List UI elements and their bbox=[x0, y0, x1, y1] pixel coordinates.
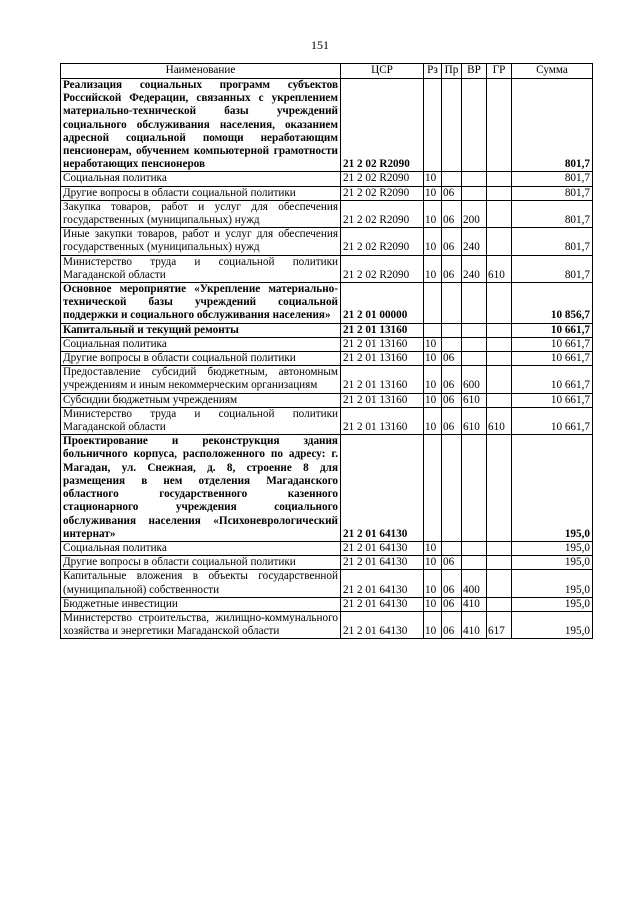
row-pr: 06 bbox=[442, 200, 462, 227]
row-rz: 10 bbox=[424, 366, 442, 393]
row-rz: 10 bbox=[424, 228, 442, 255]
table-row bbox=[61, 186, 593, 200]
row-vr: 400 bbox=[462, 570, 487, 597]
row-rz bbox=[424, 323, 442, 337]
row-csr: 21 2 01 13160 bbox=[341, 323, 424, 337]
table-row bbox=[61, 435, 593, 542]
row-rz: 10 bbox=[424, 352, 442, 366]
row-rz: 10 bbox=[424, 337, 442, 351]
table-row bbox=[61, 407, 593, 434]
row-pr: 06 bbox=[442, 366, 462, 393]
row-sum: 10 661,7 bbox=[512, 366, 593, 393]
table-row bbox=[61, 337, 593, 351]
row-vr bbox=[462, 323, 487, 337]
row-pr: 06 bbox=[442, 186, 462, 200]
row-name: Закупка товаров, работ и услуг для обеспечения государственных (муниципальных) нужд bbox=[61, 200, 341, 227]
table-row bbox=[61, 228, 593, 255]
row-sum: 801,7 bbox=[512, 228, 593, 255]
table-row bbox=[61, 200, 593, 227]
row-csr: 21 2 02 R2090 bbox=[341, 172, 424, 186]
header-sum: Сумма bbox=[512, 64, 593, 79]
table-row bbox=[61, 172, 593, 186]
row-sum: 10 856,7 bbox=[512, 283, 593, 324]
row-csr: 21 2 02 R2090 bbox=[341, 79, 424, 172]
header-name: Наименование bbox=[61, 64, 341, 79]
table-row bbox=[61, 255, 593, 282]
table-row bbox=[61, 323, 593, 337]
row-rz bbox=[424, 283, 442, 324]
row-sum: 10 661,7 bbox=[512, 323, 593, 337]
row-gr bbox=[487, 79, 512, 172]
table-row bbox=[61, 541, 593, 555]
row-name: Другие вопросы в области социальной политики bbox=[61, 352, 341, 366]
header-rz: Рз bbox=[424, 64, 442, 79]
row-gr bbox=[487, 228, 512, 255]
row-vr bbox=[462, 556, 487, 570]
row-vr bbox=[462, 337, 487, 351]
row-name: Другие вопросы в области социальной политики bbox=[61, 186, 341, 200]
row-sum: 10 661,7 bbox=[512, 407, 593, 434]
row-pr bbox=[442, 79, 462, 172]
row-vr bbox=[462, 352, 487, 366]
row-vr bbox=[462, 79, 487, 172]
row-pr: 06 bbox=[442, 393, 462, 407]
row-rz: 10 bbox=[424, 172, 442, 186]
row-pr bbox=[442, 283, 462, 324]
row-name: Социальная политика bbox=[61, 541, 341, 555]
row-name: Проектирование и реконструкция здания больничного корпуса, расположенного по адресу: г. Магадан, ул. Снежная, д. 8, строение 8 для размещения в нем отделения Магаданского областного государственного казенного стационарного учреждения социального обслуживания населения «Психоневрологический интернат» bbox=[61, 435, 341, 542]
row-rz: 10 bbox=[424, 186, 442, 200]
row-name: Министерство труда и социальной политики Магаданской области bbox=[61, 407, 341, 434]
row-gr bbox=[487, 200, 512, 227]
row-sum: 10 661,7 bbox=[512, 337, 593, 351]
row-sum: 801,7 bbox=[512, 186, 593, 200]
row-rz: 10 bbox=[424, 597, 442, 611]
table-row bbox=[61, 283, 593, 324]
row-csr: 21 2 01 64130 bbox=[341, 541, 424, 555]
row-vr: 410 bbox=[462, 597, 487, 611]
row-sum: 801,7 bbox=[512, 79, 593, 172]
row-pr: 06 bbox=[442, 255, 462, 282]
row-rz: 10 bbox=[424, 200, 442, 227]
row-pr bbox=[442, 435, 462, 542]
row-gr bbox=[487, 597, 512, 611]
row-sum: 195,0 bbox=[512, 597, 593, 611]
row-gr bbox=[487, 283, 512, 324]
row-pr: 06 bbox=[442, 556, 462, 570]
page-number: 151 bbox=[311, 38, 329, 52]
row-sum: 801,7 bbox=[512, 255, 593, 282]
row-sum: 195,0 bbox=[512, 541, 593, 555]
row-name: Социальная политика bbox=[61, 337, 341, 351]
row-vr bbox=[462, 541, 487, 555]
row-vr bbox=[462, 435, 487, 542]
row-gr bbox=[487, 435, 512, 542]
row-vr bbox=[462, 283, 487, 324]
row-gr bbox=[487, 352, 512, 366]
row-vr: 600 bbox=[462, 366, 487, 393]
row-csr: 21 2 02 R2090 bbox=[341, 186, 424, 200]
row-gr bbox=[487, 186, 512, 200]
table-row bbox=[61, 352, 593, 366]
row-name: Основное мероприятие «Укрепление материально-технической базы учреждений социальной поддержки и социального обслуживания населения» bbox=[61, 283, 341, 324]
row-csr: 21 2 01 64130 bbox=[341, 570, 424, 597]
row-sum: 801,7 bbox=[512, 200, 593, 227]
row-name: Капитальный и текущий ремонты bbox=[61, 323, 341, 337]
row-csr: 21 2 01 13160 bbox=[341, 352, 424, 366]
row-name: Другие вопросы в области социальной политики bbox=[61, 556, 341, 570]
row-sum: 195,0 bbox=[512, 435, 593, 542]
row-gr bbox=[487, 541, 512, 555]
row-gr bbox=[487, 323, 512, 337]
header-vr: ВР bbox=[462, 64, 487, 79]
table-row bbox=[61, 570, 593, 597]
row-sum: 801,7 bbox=[512, 172, 593, 186]
row-gr: 610 bbox=[487, 255, 512, 282]
row-gr bbox=[487, 570, 512, 597]
header-pr: Пр bbox=[442, 64, 462, 79]
row-name: Министерство труда и социальной политики Магаданской области bbox=[61, 255, 341, 282]
row-sum: 10 661,7 bbox=[512, 393, 593, 407]
row-name: Министерство строительства, жилищно-коммунального хозяйства и энергетики Магаданской области bbox=[61, 611, 341, 638]
row-rz: 10 bbox=[424, 393, 442, 407]
row-gr bbox=[487, 366, 512, 393]
table-header-row bbox=[61, 64, 593, 79]
row-name: Иные закупки товаров, работ и услуг для обеспечения государственных (муниципальных) нужд bbox=[61, 228, 341, 255]
header-gr: ГР bbox=[487, 64, 512, 79]
row-rz: 10 bbox=[424, 556, 442, 570]
table-row bbox=[61, 393, 593, 407]
row-csr: 21 2 01 13160 bbox=[341, 366, 424, 393]
row-pr: 06 bbox=[442, 407, 462, 434]
row-csr: 21 2 01 64130 bbox=[341, 611, 424, 638]
row-gr bbox=[487, 172, 512, 186]
row-pr: 06 bbox=[442, 570, 462, 597]
row-name: Социальная политика bbox=[61, 172, 341, 186]
row-name: Бюджетные инвестиции bbox=[61, 597, 341, 611]
row-pr: 06 bbox=[442, 597, 462, 611]
row-vr bbox=[462, 186, 487, 200]
row-gr bbox=[487, 556, 512, 570]
row-rz bbox=[424, 79, 442, 172]
row-pr bbox=[442, 172, 462, 186]
row-csr: 21 2 01 13160 bbox=[341, 407, 424, 434]
row-csr: 21 2 01 13160 bbox=[341, 393, 424, 407]
row-rz: 10 bbox=[424, 407, 442, 434]
row-csr: 21 2 02 R2090 bbox=[341, 255, 424, 282]
row-csr: 21 2 01 64130 bbox=[341, 597, 424, 611]
row-vr: 610 bbox=[462, 393, 487, 407]
row-csr: 21 2 02 R2090 bbox=[341, 228, 424, 255]
row-name: Предоставление субсидий бюджетным, автономным учреждениям и иным некоммерческим организациям bbox=[61, 366, 341, 393]
row-vr: 410 bbox=[462, 611, 487, 638]
row-csr: 21 2 01 64130 bbox=[341, 556, 424, 570]
row-csr: 21 2 01 00000 bbox=[341, 283, 424, 324]
row-rz bbox=[424, 435, 442, 542]
row-rz: 10 bbox=[424, 570, 442, 597]
row-vr: 610 bbox=[462, 407, 487, 434]
row-pr: 06 bbox=[442, 611, 462, 638]
table-row bbox=[61, 79, 593, 172]
row-vr: 200 bbox=[462, 200, 487, 227]
row-name: Капитальные вложения в объекты государственной (муниципальной) собственности bbox=[61, 570, 341, 597]
row-vr: 240 bbox=[462, 228, 487, 255]
row-gr: 610 bbox=[487, 407, 512, 434]
budget-table bbox=[60, 63, 593, 639]
row-sum: 195,0 bbox=[512, 611, 593, 638]
row-sum: 195,0 bbox=[512, 570, 593, 597]
row-rz: 10 bbox=[424, 611, 442, 638]
row-pr: 06 bbox=[442, 352, 462, 366]
row-sum: 195,0 bbox=[512, 556, 593, 570]
row-vr: 240 bbox=[462, 255, 487, 282]
row-pr bbox=[442, 541, 462, 555]
row-csr: 21 2 01 64130 bbox=[341, 435, 424, 542]
row-gr bbox=[487, 337, 512, 351]
header-csr: ЦСР bbox=[341, 64, 424, 79]
row-name: Реализация социальных программ субъектов Российской Федерации, связанных с укреплением материально-технической базы учреждений социального обслуживания населения, оказанием адресной социальной помощи неработающим пенсионерам, обучением компьютерной грамотности неработающих пенсионеров bbox=[61, 79, 341, 172]
row-gr: 617 bbox=[487, 611, 512, 638]
row-pr: 06 bbox=[442, 228, 462, 255]
row-name: Субсидии бюджетным учреждениям bbox=[61, 393, 341, 407]
row-pr bbox=[442, 337, 462, 351]
table-row bbox=[61, 597, 593, 611]
table-body bbox=[61, 79, 593, 639]
table-row bbox=[61, 611, 593, 638]
row-rz: 10 bbox=[424, 255, 442, 282]
table-row bbox=[61, 556, 593, 570]
row-rz: 10 bbox=[424, 541, 442, 555]
table-row bbox=[61, 366, 593, 393]
row-sum: 10 661,7 bbox=[512, 352, 593, 366]
row-gr bbox=[487, 393, 512, 407]
row-vr bbox=[462, 172, 487, 186]
row-csr: 21 2 01 13160 bbox=[341, 337, 424, 351]
row-pr bbox=[442, 323, 462, 337]
row-csr: 21 2 02 R2090 bbox=[341, 200, 424, 227]
